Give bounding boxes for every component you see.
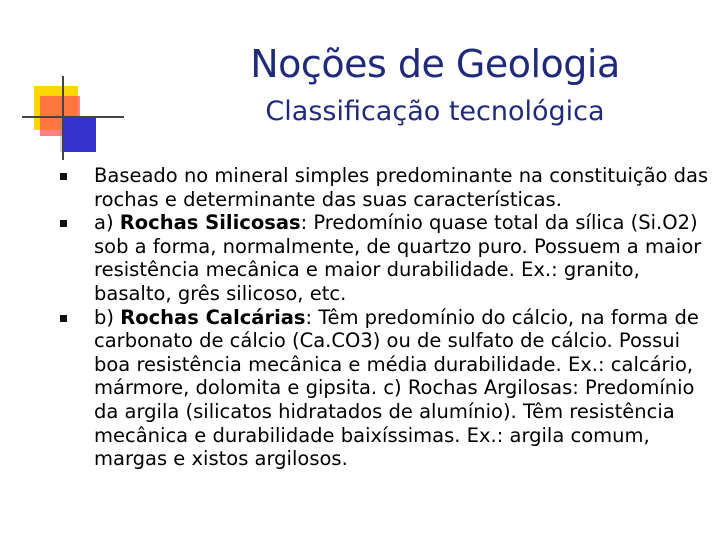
- bullet-term: Rochas Calcárias: [120, 305, 306, 329]
- bullet-item: [60, 211, 710, 305]
- square-bullet-icon: [60, 173, 67, 180]
- decor-vertical-line: [62, 76, 64, 160]
- bullet-text: Baseado no mineral simples predominante na constituição das rochas e determinante das suas características.: [94, 164, 709, 211]
- bullet-prefix: b): [94, 305, 121, 329]
- slide-title: Noções de Geologia: [250, 42, 620, 86]
- bullet-list: [60, 164, 710, 471]
- bullet-text: : Têm predomínio do cálcio, na forma de carbonato de cálcio (Ca.CO3) ou de sulfato de cálcio. Possui boa resistência mecânica e média durabilidade. Ex.: calcário, mármore, dolomita e gipsita. c) Rochas Argilosas: Predomínio da argila (silicatos hidratados de alumínio). Têm resistência mecânica e durabilidade baixíssimas. Ex.: argila comum, margas e xistos argilosos.: [94, 305, 699, 471]
- square-bullet-icon: [60, 220, 67, 227]
- bullet-prefix: a): [94, 211, 120, 235]
- slide-subtitle: Classificação tecnológica: [265, 96, 605, 127]
- bullet-item: [60, 306, 710, 471]
- bullet-text: : Predomínio quase total da sílica (Si.O2) sob a forma, normalmente, de quartzo puro. Possuem a maior resistência mecânica e maior durabilidade. Ex.: granito, basalto, grês silicoso, etc.: [94, 211, 702, 305]
- decor-horizontal-line: [22, 116, 124, 118]
- decor-blue-square: [62, 118, 96, 152]
- bullet-item: [60, 164, 710, 211]
- square-bullet-icon: [60, 315, 67, 322]
- bullet-term: Rochas Silicosas: [119, 211, 301, 235]
